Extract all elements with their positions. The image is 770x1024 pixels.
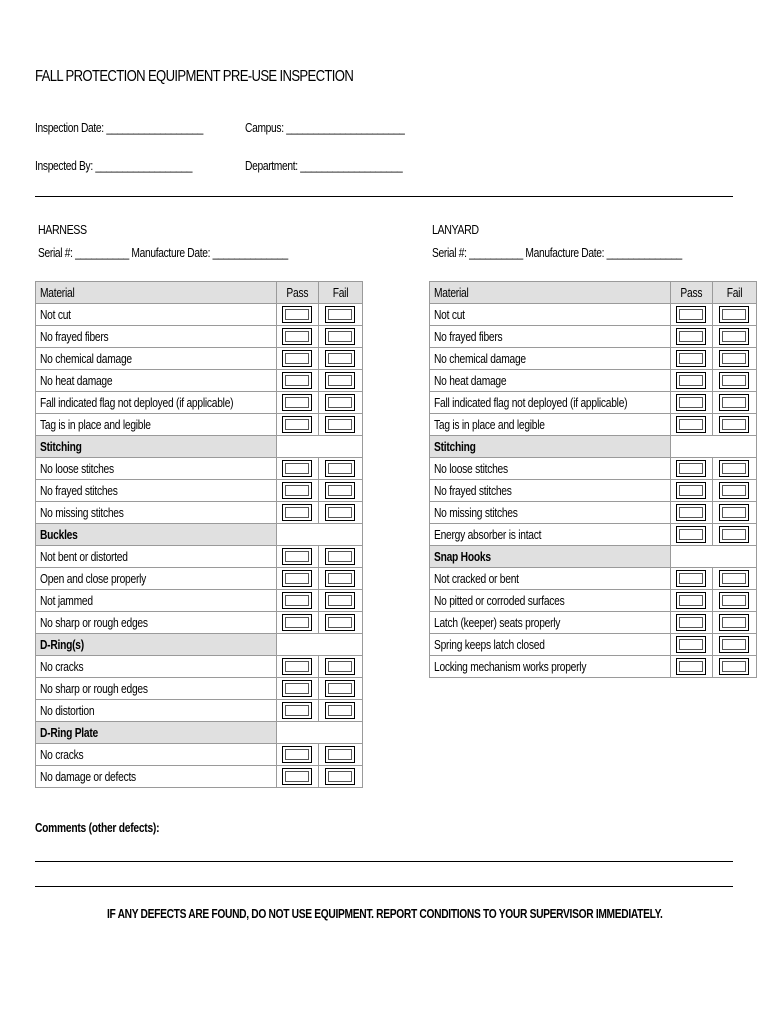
fail-cell	[712, 392, 756, 414]
pass-checkbox[interactable]	[676, 394, 706, 411]
item-label: No heat damage	[430, 370, 671, 392]
table-row	[430, 326, 757, 348]
comments-line-1[interactable]	[35, 861, 733, 862]
pass-checkbox[interactable]	[282, 746, 312, 763]
fail-cell	[318, 678, 362, 700]
header-pass: Pass	[670, 282, 712, 304]
item-label: Not cut	[36, 304, 277, 326]
table-row	[430, 502, 757, 524]
pass-checkbox[interactable]	[282, 394, 312, 411]
category-row	[36, 634, 363, 656]
item-label: Fall indicated flag not deployed (if applicable)	[430, 392, 671, 414]
pass-checkbox[interactable]	[676, 328, 706, 345]
item-label: Locking mechanism works properly	[430, 656, 671, 678]
fail-checkbox[interactable]	[719, 658, 749, 675]
fail-checkbox[interactable]	[719, 460, 749, 477]
fail-cell	[712, 326, 756, 348]
fail-checkbox[interactable]	[325, 702, 355, 719]
table-row	[36, 590, 363, 612]
pass-checkbox[interactable]	[676, 592, 706, 609]
item-label: Not cracked or bent	[430, 568, 671, 590]
fail-cell	[712, 524, 756, 546]
fail-checkbox[interactable]	[719, 328, 749, 345]
pass-checkbox[interactable]	[676, 526, 706, 543]
header-fail: Fail	[318, 282, 362, 304]
fail-checkbox[interactable]	[325, 372, 355, 389]
item-label: Open and close properly	[36, 568, 277, 590]
pass-checkbox[interactable]	[676, 306, 706, 323]
fail-checkbox[interactable]	[719, 636, 749, 653]
item-label: No frayed fibers	[36, 326, 277, 348]
item-label: No frayed stitches	[430, 480, 671, 502]
pass-checkbox[interactable]	[282, 702, 312, 719]
pass-cell	[276, 480, 318, 502]
pass-cell	[276, 326, 318, 348]
item-label: No loose stitches	[36, 458, 277, 480]
fail-cell	[318, 546, 362, 568]
table-row	[36, 326, 363, 348]
item-label: Spring keeps latch closed	[430, 634, 671, 656]
fail-cell	[318, 590, 362, 612]
fail-cell	[712, 612, 756, 634]
category-row	[36, 722, 363, 744]
fail-checkbox[interactable]	[325, 482, 355, 499]
pass-cell	[276, 678, 318, 700]
pass-cell	[670, 524, 712, 546]
fail-checkbox[interactable]	[719, 394, 749, 411]
fail-checkbox[interactable]	[719, 306, 749, 323]
fail-checkbox[interactable]	[719, 526, 749, 543]
pass-cell	[276, 546, 318, 568]
pass-checkbox[interactable]	[282, 548, 312, 565]
fail-cell	[318, 612, 362, 634]
fail-cell	[712, 590, 756, 612]
item-label: Tag is in place and legible	[36, 414, 277, 436]
category-label: Stitching	[36, 436, 277, 458]
fail-checkbox[interactable]	[325, 680, 355, 697]
table-header-row	[36, 282, 363, 304]
pass-cell	[670, 502, 712, 524]
fail-cell	[318, 744, 362, 766]
pass-checkbox[interactable]	[282, 570, 312, 587]
table-row	[36, 502, 363, 524]
category-blank	[276, 722, 362, 744]
pass-cell	[276, 590, 318, 612]
fail-cell	[712, 656, 756, 678]
fail-cell	[318, 568, 362, 590]
table-header-row	[430, 282, 757, 304]
pass-checkbox[interactable]	[282, 592, 312, 609]
fail-cell	[318, 766, 362, 788]
inspection-date-field[interactable]: Inspection Date: __________________	[35, 121, 204, 135]
header-fail: Fail	[712, 282, 756, 304]
pass-checkbox[interactable]	[282, 658, 312, 675]
fail-checkbox[interactable]	[325, 658, 355, 675]
table-row	[430, 348, 757, 370]
category-label: Stitching	[430, 436, 671, 458]
pass-checkbox[interactable]	[676, 350, 706, 367]
pass-checkbox[interactable]	[282, 680, 312, 697]
pass-cell	[276, 348, 318, 370]
fail-checkbox[interactable]	[325, 592, 355, 609]
table-row	[430, 634, 757, 656]
item-label: No heat damage	[36, 370, 277, 392]
category-label: Snap Hooks	[430, 546, 671, 568]
table-row	[430, 590, 757, 612]
pass-cell	[276, 612, 318, 634]
pass-cell	[670, 612, 712, 634]
pass-cell	[276, 458, 318, 480]
pass-checkbox[interactable]	[676, 504, 706, 521]
item-label: Not cut	[430, 304, 671, 326]
fail-checkbox[interactable]	[325, 746, 355, 763]
fail-cell	[318, 326, 362, 348]
harness-serial-field[interactable]: Serial #: __________ Manufacture Date: ______________	[38, 246, 288, 260]
item-label: Tag is in place and legible	[430, 414, 671, 436]
pass-cell	[276, 766, 318, 788]
category-label: D-Ring(s)	[36, 634, 277, 656]
table-row	[36, 766, 363, 788]
pass-cell	[670, 370, 712, 392]
fail-cell	[712, 502, 756, 524]
fail-checkbox[interactable]	[719, 570, 749, 587]
table-row	[36, 414, 363, 436]
header-item: Material	[36, 282, 277, 304]
category-blank	[670, 436, 756, 458]
pass-checkbox[interactable]	[282, 350, 312, 367]
category-blank	[276, 524, 362, 546]
pass-cell	[670, 326, 712, 348]
pass-checkbox[interactable]	[282, 504, 312, 521]
item-label: No missing stitches	[36, 502, 277, 524]
pass-cell	[276, 502, 318, 524]
fail-cell	[318, 480, 362, 502]
category-row	[36, 436, 363, 458]
pass-checkbox[interactable]	[282, 768, 312, 785]
fail-cell	[712, 304, 756, 326]
pass-checkbox[interactable]	[676, 416, 706, 433]
department-field[interactable]: Department: ___________________	[245, 159, 403, 173]
fail-cell	[712, 348, 756, 370]
pass-cell	[276, 744, 318, 766]
item-label: No cracks	[36, 656, 277, 678]
item-label: No pitted or corroded surfaces	[430, 590, 671, 612]
category-label: D-Ring Plate	[36, 722, 277, 744]
fail-cell	[318, 304, 362, 326]
table-row	[36, 392, 363, 414]
pass-cell	[670, 458, 712, 480]
fail-checkbox[interactable]	[719, 482, 749, 499]
fail-checkbox[interactable]	[325, 416, 355, 433]
fail-checkbox[interactable]	[325, 460, 355, 477]
pass-checkbox[interactable]	[676, 658, 706, 675]
pass-checkbox[interactable]	[282, 372, 312, 389]
pass-cell	[670, 392, 712, 414]
table-row	[36, 458, 363, 480]
table-row	[36, 304, 363, 326]
fail-cell	[318, 392, 362, 414]
pass-cell	[276, 568, 318, 590]
fail-checkbox[interactable]	[325, 306, 355, 323]
table-row	[430, 480, 757, 502]
fail-checkbox[interactable]	[325, 614, 355, 631]
pass-cell	[670, 348, 712, 370]
item-label: No frayed fibers	[430, 326, 671, 348]
fail-checkbox[interactable]	[325, 570, 355, 587]
table-row	[36, 348, 363, 370]
table-row	[36, 656, 363, 678]
item-label: Not bent or distorted	[36, 546, 277, 568]
fail-checkbox[interactable]	[719, 416, 749, 433]
fail-checkbox[interactable]	[325, 394, 355, 411]
item-label: No frayed stitches	[36, 480, 277, 502]
item-label: Latch (keeper) seats properly	[430, 612, 671, 634]
item-label: No damage or defects	[36, 766, 277, 788]
table-row	[36, 546, 363, 568]
header-divider	[35, 196, 733, 197]
pass-checkbox[interactable]	[282, 614, 312, 631]
fail-checkbox[interactable]	[325, 548, 355, 565]
table-row	[430, 392, 757, 414]
lanyard-serial-field[interactable]: Serial #: __________ Manufacture Date: ______________	[432, 246, 682, 260]
pass-checkbox[interactable]	[676, 636, 706, 653]
pass-checkbox[interactable]	[282, 482, 312, 499]
fail-checkbox[interactable]	[325, 504, 355, 521]
item-label: No chemical damage	[430, 348, 671, 370]
table-row	[430, 304, 757, 326]
pass-checkbox[interactable]	[282, 416, 312, 433]
fail-cell	[712, 370, 756, 392]
item-label: No cracks	[36, 744, 277, 766]
item-label: No missing stitches	[430, 502, 671, 524]
category-label: Buckles	[36, 524, 277, 546]
pass-cell	[276, 392, 318, 414]
pass-checkbox[interactable]	[282, 306, 312, 323]
pass-checkbox[interactable]	[676, 614, 706, 631]
table-row	[430, 524, 757, 546]
warning-notice: IF ANY DEFECTS ARE FOUND, DO NOT USE EQUIPMENT. REPORT CONDITIONS TO YOUR SUPERVISOR IMMEDIATELY.	[107, 907, 663, 921]
table-row	[430, 612, 757, 634]
pass-checkbox[interactable]	[676, 372, 706, 389]
form-title: FALL PROTECTION EQUIPMENT PRE-USE INSPECTION	[35, 68, 354, 85]
fail-cell	[712, 568, 756, 590]
fail-cell	[712, 480, 756, 502]
category-blank	[670, 546, 756, 568]
table-row	[36, 480, 363, 502]
fail-cell	[712, 634, 756, 656]
fail-checkbox[interactable]	[719, 504, 749, 521]
item-label: No sharp or rough edges	[36, 612, 277, 634]
harness-title: HARNESS	[38, 222, 87, 237]
pass-cell	[670, 480, 712, 502]
lanyard-checklist-table	[429, 281, 757, 678]
comments-line-2[interactable]	[35, 886, 733, 887]
pass-cell	[276, 414, 318, 436]
item-label: Fall indicated flag not deployed (if applicable)	[36, 392, 277, 414]
pass-cell	[670, 414, 712, 436]
fail-checkbox[interactable]	[325, 350, 355, 367]
table-row	[36, 568, 363, 590]
pass-checkbox[interactable]	[282, 328, 312, 345]
fail-cell	[712, 458, 756, 480]
pass-checkbox[interactable]	[676, 570, 706, 587]
table-row	[430, 568, 757, 590]
fail-cell	[318, 348, 362, 370]
fail-cell	[318, 502, 362, 524]
fail-checkbox[interactable]	[719, 372, 749, 389]
header-pass: Pass	[276, 282, 318, 304]
fail-cell	[318, 370, 362, 392]
pass-checkbox[interactable]	[676, 482, 706, 499]
item-label: No sharp or rough edges	[36, 678, 277, 700]
category-row	[430, 436, 757, 458]
pass-checkbox[interactable]	[676, 460, 706, 477]
fail-checkbox[interactable]	[719, 614, 749, 631]
table-row	[430, 414, 757, 436]
table-row	[36, 612, 363, 634]
pass-cell	[276, 370, 318, 392]
item-label: Energy absorber is intact	[430, 524, 671, 546]
item-label: No distortion	[36, 700, 277, 722]
inspected-by-field[interactable]: Inspected By: __________________	[35, 159, 193, 173]
table-row	[36, 678, 363, 700]
category-blank	[276, 436, 362, 458]
pass-cell	[670, 568, 712, 590]
comments-label: Comments (other defects):	[35, 821, 160, 835]
pass-checkbox[interactable]	[282, 460, 312, 477]
fail-checkbox[interactable]	[325, 328, 355, 345]
pass-cell	[670, 304, 712, 326]
table-row	[430, 656, 757, 678]
fail-checkbox[interactable]	[719, 592, 749, 609]
table-row	[430, 458, 757, 480]
lanyard-title: LANYARD	[432, 222, 479, 237]
table-row	[36, 370, 363, 392]
category-blank	[276, 634, 362, 656]
pass-cell	[276, 656, 318, 678]
pass-cell	[276, 304, 318, 326]
table-row	[430, 370, 757, 392]
category-row	[430, 546, 757, 568]
table-row	[36, 744, 363, 766]
fail-checkbox[interactable]	[719, 350, 749, 367]
table-row	[36, 700, 363, 722]
fail-cell	[712, 414, 756, 436]
pass-cell	[670, 656, 712, 678]
fail-cell	[318, 656, 362, 678]
pass-cell	[670, 634, 712, 656]
pass-cell	[276, 700, 318, 722]
item-label: Not jammed	[36, 590, 277, 612]
header-item: Material	[430, 282, 671, 304]
item-label: No chemical damage	[36, 348, 277, 370]
fail-cell	[318, 414, 362, 436]
harness-checklist-table	[35, 281, 363, 788]
category-row	[36, 524, 363, 546]
fail-checkbox[interactable]	[325, 768, 355, 785]
fail-cell	[318, 458, 362, 480]
item-label: No loose stitches	[430, 458, 671, 480]
pass-cell	[670, 590, 712, 612]
campus-field[interactable]: Campus: ______________________	[245, 121, 405, 135]
fail-cell	[318, 700, 362, 722]
